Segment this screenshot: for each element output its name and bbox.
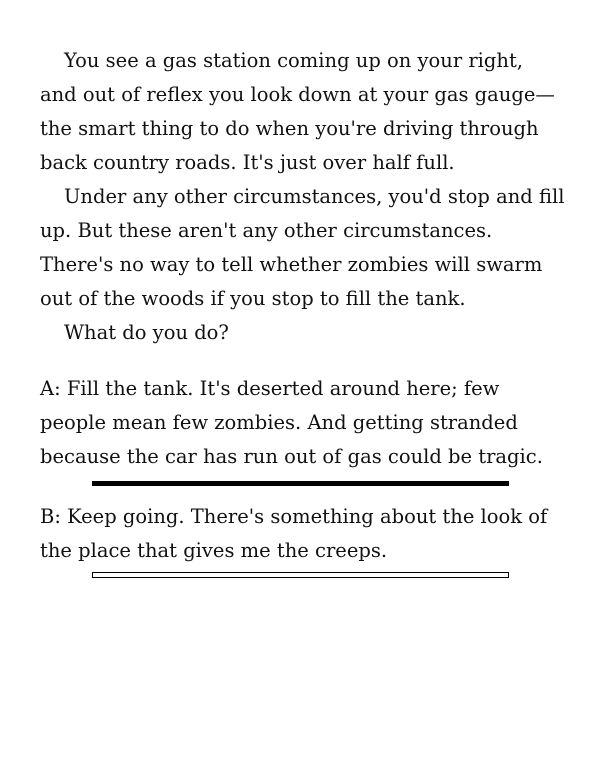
choice-a[interactable]: A: Fill the tank. It's deserted around here; few people mean few zombies. And getting stranded because the car has run out of gas could be tragic. bbox=[40, 377, 543, 468]
choice-b-underline bbox=[92, 572, 509, 578]
story-prompt: What do you do? bbox=[64, 321, 229, 344]
choice-a-underline bbox=[92, 481, 509, 486]
story-paragraph: You see a gas station coming up on your right, and out of reflex you look down at your gas gauge—the smart thing to do when you're driving through back country roads. It's just over half full. bbox=[40, 49, 555, 174]
story-text bbox=[40, 44, 565, 350]
story-paragraph: Under any other circumstances, you'd stop and fill up. But these aren't any other circumstances. There's no way to tell whether zombies will swarm out of the woods if you stop to fill the tank. bbox=[40, 185, 565, 310]
choice-b[interactable]: B: Keep going. There's something about the look of the place that gives me the creeps. bbox=[40, 505, 548, 562]
